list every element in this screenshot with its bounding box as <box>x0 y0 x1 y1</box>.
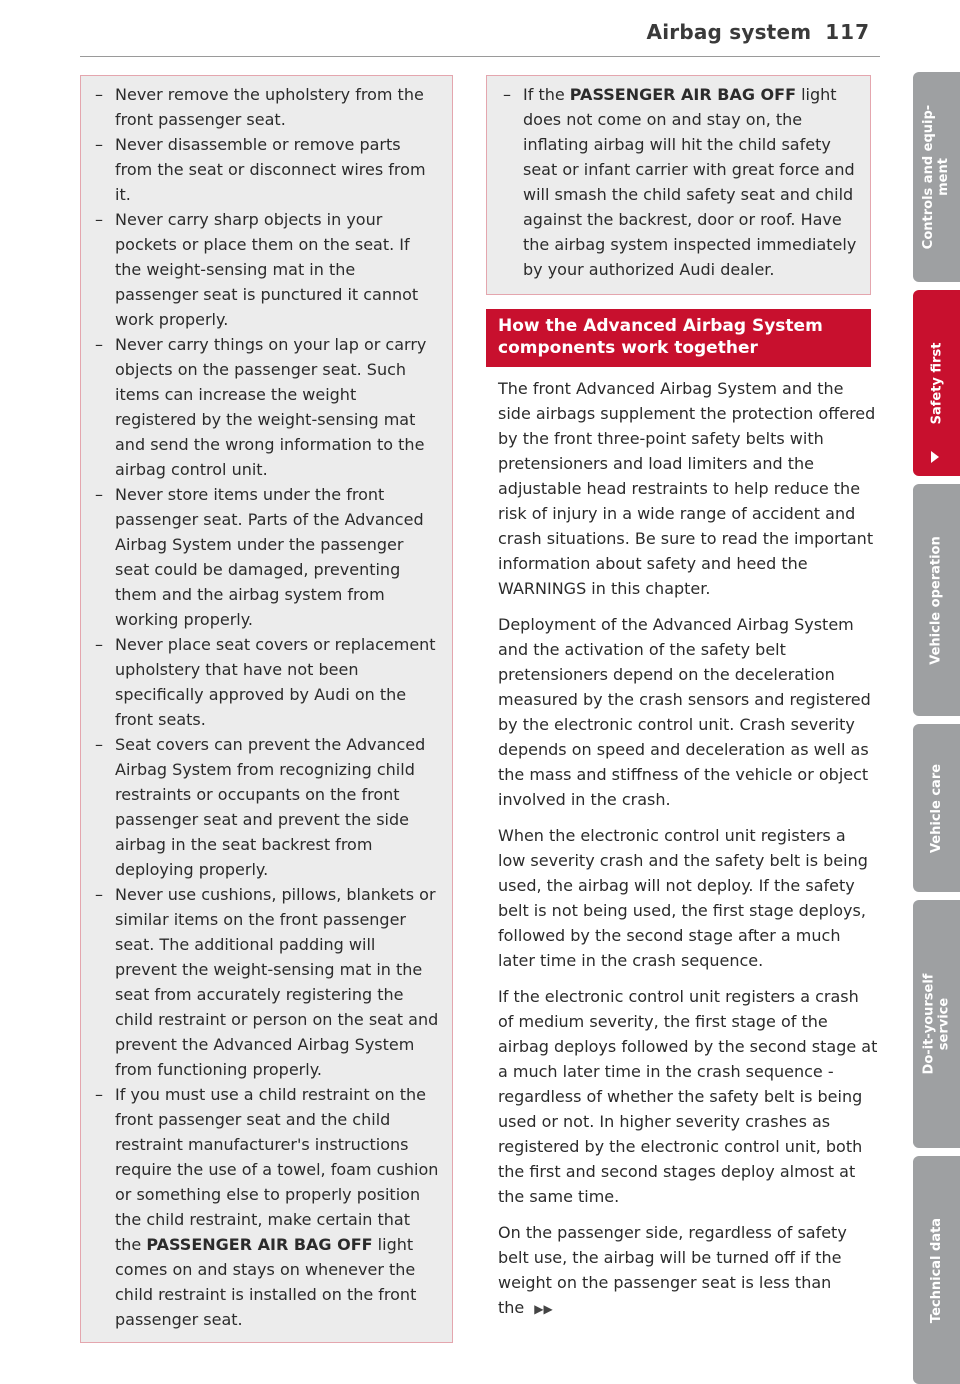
warning-text: light does not come on and stay on, the inflating airbag will hit the child safety seat or infant carrier with great force and will smash the child safety seat and child against the backrest, door or roof. Have the airbag system inspected immediately by your authorized Audi dealer. <box>523 85 857 279</box>
page-number: 117 <box>825 20 870 44</box>
warning-item: – Seat covers can prevent the Advanced Airbag System from recognizing child restraints or occupants on the front passenger seat and prevent the side airbag in the seat backrest from deploying properly. <box>93 732 440 882</box>
tab-vehicle-operation[interactable] <box>913 484 960 716</box>
warning-text: light comes on and stays on whenever the child restraint is installed on the front passenger seat. <box>115 1235 417 1329</box>
running-header <box>647 20 870 44</box>
body-paragraph: When the electronic control unit registers a low severity crash and the safety belt is being used, the airbag will not deploy. If the safety belt is not being used, the first stage deploys, followed by the second stage after a much later time in the crash sequence. <box>498 826 868 970</box>
header-rule <box>80 56 880 57</box>
warning-item: – Never use cushions, pillows, blankets or similar items on the front passenger seat. The additional padding will prevent the weight-sensing mat in the seat from accurately registering the child restraint or person on the seat and prevent the Advanced Airbag System from functioning properly. <box>93 882 440 1082</box>
tab-do-it-yourself-service[interactable] <box>913 900 960 1148</box>
body-text: On the passenger side, regardless of safety belt use, the airbag will be turned off if the weight on the passenger seat is less than the <box>498 1223 847 1317</box>
warning-item <box>93 1082 440 1332</box>
tab-label: Vehicle care <box>929 763 944 853</box>
warning-item: – Never carry sharp objects in your pockets or place them on the seat. If the weight-sensing mat in the passenger seat is punctured it cannot work properly. <box>93 207 440 332</box>
tab-technical-data[interactable] <box>913 1156 960 1384</box>
tab-label: Safety first <box>929 342 945 424</box>
tab-label: Do-it-yourself service <box>921 973 952 1075</box>
warning-text: If you must use a child restraint on the front passenger seat and the child restraint manufacturer's instructions require the use of a towel, foam cushion or something else to properly position the child restraint, make certain that the <box>115 1085 439 1254</box>
body-paragraph: Deployment of the Advanced Airbag System and the activation of the safety belt pretensioners depend on the deceleration measured by the crash sensors and registered by the electronic control unit. Crash severity depends on speed and deceleration as well as the mass and stiffness of the vehicle or object involved in the crash. <box>498 615 871 809</box>
tab-vehicle-care[interactable] <box>913 724 960 892</box>
indicator-light-name: PASSENGER AIR BAG OFF <box>146 1235 373 1254</box>
chapter-title: Airbag system <box>646 20 812 44</box>
warning-item: – Never store items under the front passenger seat. Parts of the Advanced Airbag System under the passenger seat could be damaged, preventing them and the airbag system from working properly. <box>93 482 440 632</box>
section-heading: How the Advanced Airbag System components work together <box>486 309 871 367</box>
warning-item: – Never carry things on your lap or carry objects on the passenger seat. Such items can increase the weight registered by the weight-sensing mat and send the wrong information to the airbag control unit. <box>93 332 440 482</box>
body-paragraph <box>498 1220 878 1322</box>
warning-text: If the <box>523 85 565 104</box>
tab-controls-and-equipment[interactable] <box>913 72 960 282</box>
tab-safety-first[interactable] <box>913 290 960 476</box>
warning-item: – Never place seat covers or replacement upholstery that have not been specifically approved by Audi on the front seats. <box>93 632 440 732</box>
active-marker-icon <box>931 451 939 463</box>
body-paragraph: If the electronic control unit registers a crash of medium severity, the first stage of the airbag deploys followed by the second stage at a much later time in the crash sequence - regardless of whether the safety belt is being used or not. In higher severity crashes as registered by the electronic control unit, both the first and second stages deploy almost at the same time. <box>498 987 878 1206</box>
warning-item: – Never remove the upholstery from the front passenger seat. <box>93 82 440 132</box>
body-paragraph: The front Advanced Airbag System and the side airbags supplement the protection offered by the front three-point safety belts with pretensioners and load limiters and the adjustable head restraints to help reduce the risk of injury in a wide range of accident and crash situations. Be sure to read the important information about safety and heed the WARNINGS in this chapter. <box>498 379 876 598</box>
warning-box-right <box>486 75 871 295</box>
warning-item <box>501 82 858 282</box>
warning-list <box>501 82 858 282</box>
warning-list <box>93 82 440 1332</box>
tab-label: Vehicle operation <box>929 535 945 665</box>
tab-label: Controls and equip- ment <box>921 104 952 250</box>
tab-label: Technical data <box>929 1217 944 1323</box>
section-body <box>498 376 878 1333</box>
indicator-light-name: PASSENGER AIR BAG OFF <box>569 85 797 104</box>
warning-box-left <box>80 75 453 1343</box>
warning-item: – Never disassemble or remove parts from the seat or disconnect wires from it. <box>93 132 440 207</box>
continue-arrow-icon: ▶▶ <box>534 1302 553 1316</box>
